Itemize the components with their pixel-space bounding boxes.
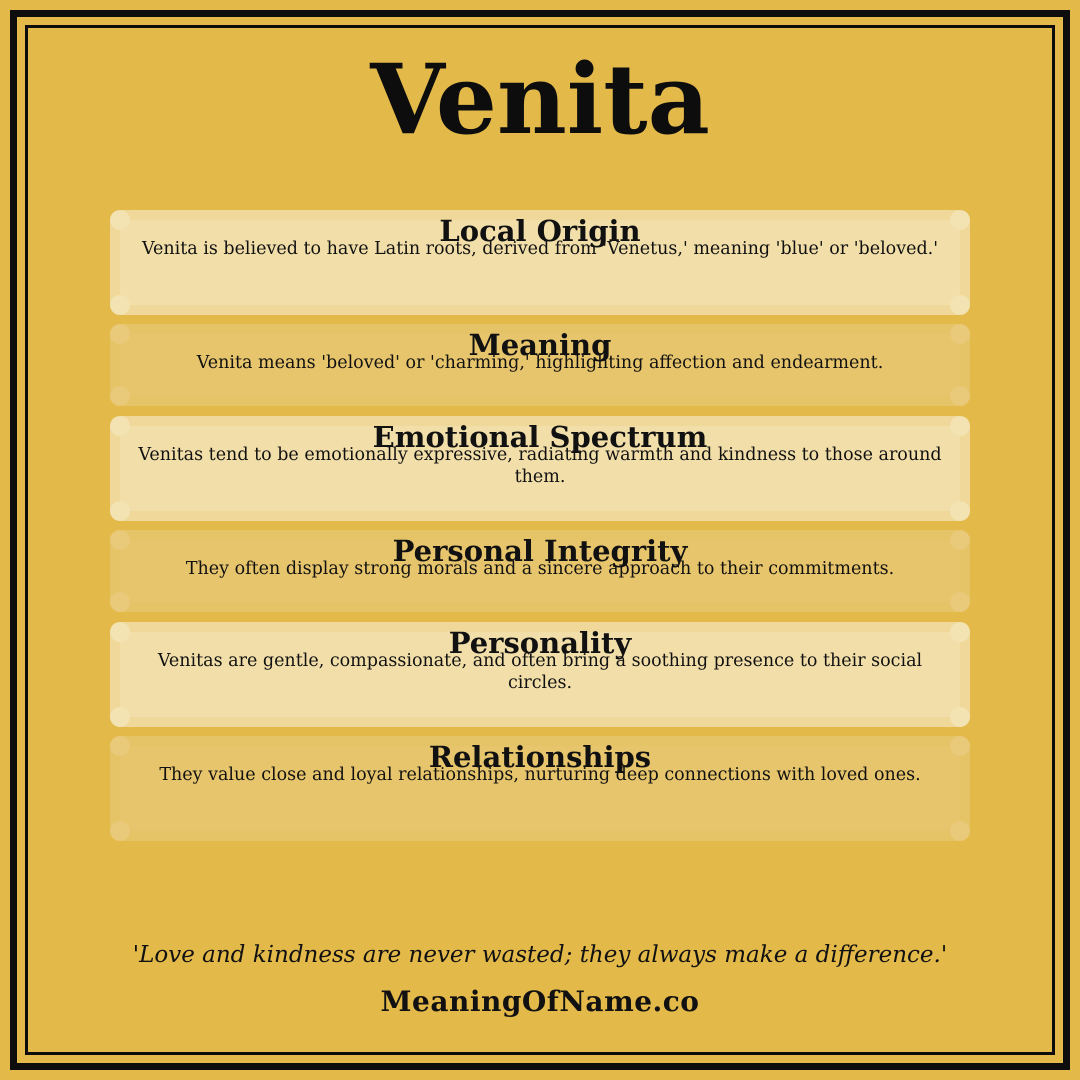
card-corner-dot <box>950 821 970 841</box>
section-text: Venitas are gentle, compassionate, and often bring a soothing presence to their social circles. <box>157 651 923 693</box>
card-corner-dot <box>110 707 130 727</box>
card-corner-dot <box>950 295 970 315</box>
section-heading: Personality <box>448 626 632 660</box>
section-heading: Meaning <box>468 328 612 362</box>
card-corner-dot <box>110 386 130 406</box>
section-card-personality <box>110 622 970 727</box>
section-heading: Personal Integrity <box>392 534 688 568</box>
section-card-local-origin <box>110 210 970 315</box>
quote-text: 'Love and kindness are never wasted; they always make a difference.' <box>132 942 948 968</box>
section-text: They often display strong morals and a sincere approach to their commitments. <box>185 559 895 579</box>
card-corner-dot <box>110 501 130 521</box>
name-title: Venita <box>370 43 710 156</box>
section-heading: Emotional Spectrum <box>372 420 708 454</box>
card-corner-dot <box>950 501 970 521</box>
card-corner-dot <box>110 592 130 612</box>
section-card-emotional-spectrum <box>110 416 970 521</box>
section-card-relationships <box>110 736 970 841</box>
section-heading: Local Origin <box>439 214 641 248</box>
section-heading: Relationships <box>428 740 652 774</box>
section-text: They value close and loyal relationships, nurturing deep connections with loved ones. <box>159 765 921 785</box>
card-corner-dot <box>110 821 130 841</box>
section-text: Venita is believed to have Latin roots, derived from 'Venetus,' meaning 'blue' or 'beloved.' <box>141 239 939 259</box>
card-corner-dot <box>110 295 130 315</box>
section-card-meaning <box>110 324 970 406</box>
section-text: Venita means 'beloved' or 'charming,' highlighting affection and endearment. <box>196 353 884 373</box>
site-name: MeaningOfName.co <box>380 985 700 1018</box>
card-corner-dot <box>950 386 970 406</box>
section-card-personal-integrity <box>110 530 970 612</box>
card-corner-dot <box>950 592 970 612</box>
card-corner-dot <box>950 707 970 727</box>
section-text: Venitas tend to be emotionally expressive, radiating warmth and kindness to those around them. <box>138 445 942 487</box>
